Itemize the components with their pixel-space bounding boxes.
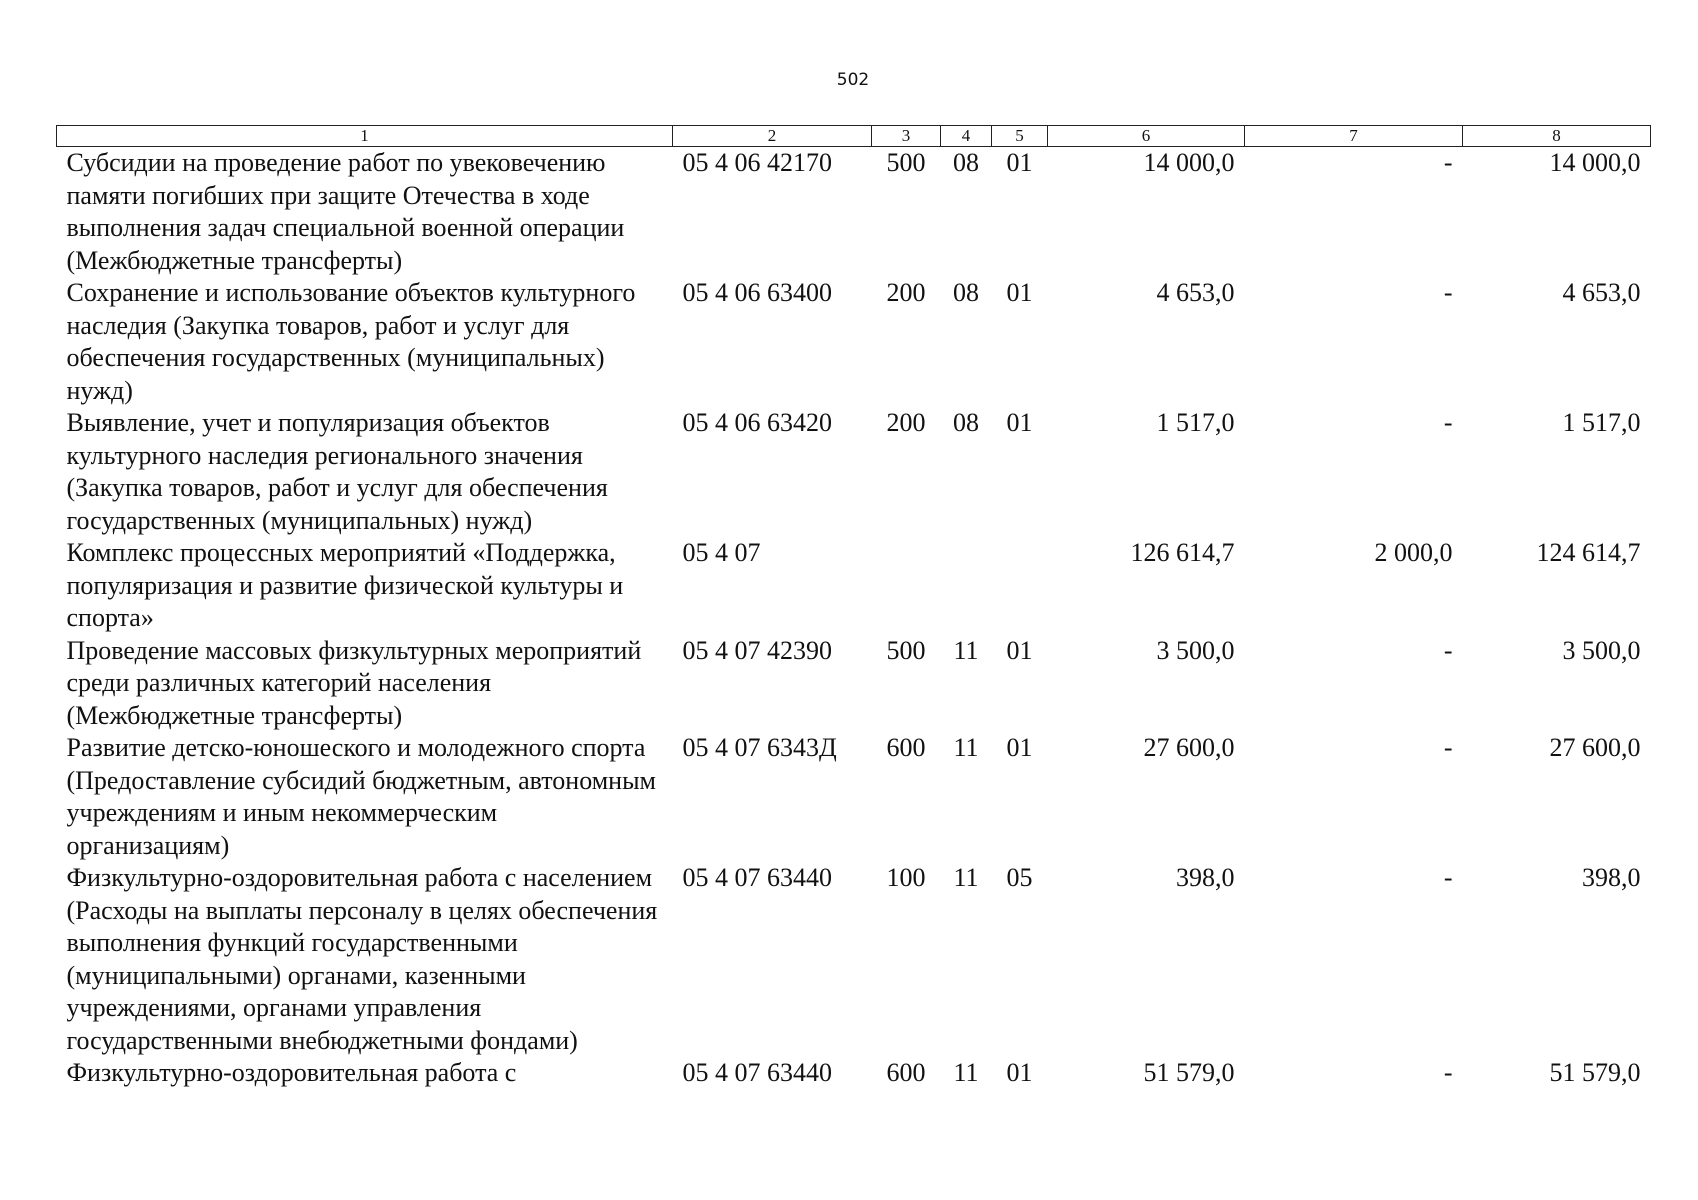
column-header-7: 7 (1245, 126, 1463, 147)
column-header-2: 2 (673, 126, 872, 147)
result-amount: 51 579,0 (1549, 1058, 1641, 1087)
result-amount: 3 500,0 (1562, 635, 1641, 665)
subsection-code: 01 (1006, 635, 1033, 665)
table-row (57, 862, 1651, 1057)
table-body (57, 147, 1651, 1090)
section-code: 11 (953, 733, 979, 762)
target-article-code: 05 4 07 (682, 538, 761, 567)
table-row (57, 635, 1651, 733)
result-amount: 124 614,7 (1536, 538, 1641, 567)
change-amount: - (1443, 635, 1453, 665)
table-row (57, 277, 1651, 407)
change-amount: - (1443, 148, 1453, 177)
change-amount: - (1443, 278, 1453, 307)
expense-name: Физкультурно-оздоровительная работа с населением (Расходы на выплаты персоналу в целях обеспечения выполнения функций государственными (муниципальными) органами, казенными учреждениями, органами управления государственными внебюджетными фондами) (66, 863, 658, 1055)
target-article-code: 05 4 07 63440 (682, 1058, 832, 1087)
table-row (57, 407, 1651, 537)
subsection-code: 05 (1006, 863, 1033, 892)
section-code: 11 (953, 1058, 979, 1087)
budget-table (56, 125, 1651, 1090)
amount: 1 517,0 (1156, 408, 1235, 437)
column-header-3: 3 (872, 126, 941, 147)
change-amount: 2 000,0 (1374, 538, 1453, 567)
target-article-code: 05 4 06 63420 (682, 408, 832, 437)
target-article-code: 05 4 07 42390 (682, 635, 832, 665)
subsection-code: 01 (1006, 278, 1033, 307)
target-article-code: 05 4 07 63440 (682, 863, 832, 892)
target-article-code: 05 4 06 42170 (682, 148, 832, 177)
amount: 14 000,0 (1143, 148, 1235, 177)
result-amount: 1 517,0 (1562, 408, 1641, 437)
table-row (57, 1057, 1651, 1090)
result-amount: 27 600,0 (1549, 733, 1641, 762)
expense-name: Сохранение и использование объектов культурного наследия (Закупка товаров, работ и услуг для обеспечения государственных (муниципальных) нужд) (66, 278, 636, 405)
expense-name: Комплекс процессных мероприятий «Поддержка, популяризация и развитие физической культуры и спорта» (66, 538, 624, 632)
section-code: 11 (953, 863, 979, 892)
expense-type-code: 600 (886, 1058, 926, 1087)
section-code: 08 (953, 408, 979, 437)
column-header-6: 6 (1048, 126, 1245, 147)
section-code: 11 (953, 635, 979, 665)
expense-name: Субсидии на проведение работ по увековечению памяти погибших при защите Отечества в ходе выполнения задач специальной военной операции (Межбюджетные трансферты) (66, 148, 625, 275)
expense-name: Проведение массовых физкультурных мероприятий среди различных категорий населения (Межбюджетные трансферты) (66, 635, 642, 730)
result-amount: 398,0 (1582, 863, 1641, 892)
column-header-8: 8 (1463, 126, 1651, 147)
target-article-code: 05 4 07 6343Д (682, 733, 837, 762)
amount: 398,0 (1176, 863, 1235, 892)
expense-name: Физкультурно-оздоровительная работа с (66, 1058, 517, 1087)
change-amount: - (1443, 863, 1453, 892)
section-code (941, 537, 992, 635)
expense-type-code (872, 537, 941, 635)
expense-type-code: 500 (886, 148, 926, 177)
expense-name: Развитие детско-юношеского и молодежного спорта (Предоставление субсидий бюджетным, автономным учреждениям и иным некоммерческим организациям) (66, 733, 656, 860)
target-article-code: 05 4 06 63400 (682, 278, 832, 307)
subsection-code: 01 (1006, 148, 1033, 177)
subsection-code: 01 (1006, 408, 1033, 437)
result-amount: 4 653,0 (1562, 278, 1641, 307)
change-amount: - (1443, 733, 1453, 762)
expense-type-code: 500 (886, 635, 926, 665)
subsection-code (992, 537, 1048, 635)
expense-type-code: 100 (886, 863, 926, 892)
table-row (57, 147, 1651, 278)
change-amount: - (1443, 408, 1453, 437)
section-code: 08 (953, 148, 979, 177)
amount: 51 579,0 (1143, 1058, 1235, 1087)
result-amount: 14 000,0 (1549, 148, 1641, 177)
expense-name: Выявление, учет и популяризация объектов культурного наследия регионального значения (Закупка товаров, работ и услуг для обеспечения государственных (муниципальных) нужд) (66, 408, 608, 535)
expense-type-code: 200 (886, 278, 926, 307)
column-header-1: 1 (57, 126, 673, 147)
amount: 3 500,0 (1156, 635, 1235, 665)
expense-type-code: 600 (886, 733, 926, 762)
table-header (57, 126, 1651, 147)
subsection-code: 01 (1006, 733, 1033, 762)
subsection-code: 01 (1006, 1058, 1033, 1087)
amount: 126 614,7 (1130, 538, 1235, 567)
expense-type-code: 200 (886, 408, 926, 437)
section-code: 08 (953, 278, 979, 307)
table-row (57, 537, 1651, 635)
column-header-5: 5 (992, 126, 1048, 147)
column-header-4: 4 (941, 126, 992, 147)
amount: 27 600,0 (1143, 733, 1235, 762)
table-row (57, 732, 1651, 862)
column-number-row (57, 126, 1651, 147)
change-amount: - (1443, 1058, 1453, 1087)
amount: 4 653,0 (1156, 278, 1235, 307)
page-number: 502 (836, 70, 870, 90)
